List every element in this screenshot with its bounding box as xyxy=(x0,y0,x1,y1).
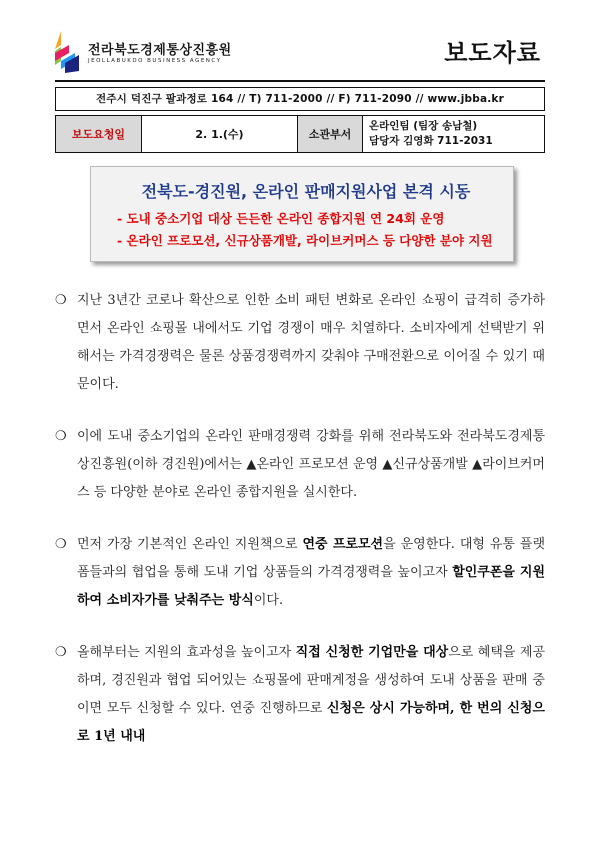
document-type-title: 보도자료 xyxy=(444,39,541,67)
circle-bullet-icon: ❍ xyxy=(55,645,67,660)
paragraph-text: 이에 도내 중소기업의 온라인 판매경쟁력 강화를 위해 전라북도와 전라북도경제통상진흥원(이하 경진원)에서는 ▲온라인 프로모션 운영 ▲신규상품개발 ▲라이브커머스 등 다양한 분야로 온라인 종합지원을 실시한다. xyxy=(77,429,545,500)
circle-bullet-icon: ❍ xyxy=(55,293,67,308)
agency-logo-icon xyxy=(55,31,85,73)
paragraph-text: 먼저 가장 기본적인 온라인 지원책으로 xyxy=(77,537,303,552)
agency-name-english: JEOLLABUKDO BUSINESS AGENCY xyxy=(88,58,222,64)
body-paragraph xyxy=(55,423,545,507)
agency-name: 전라북도경제통상진흥원 xyxy=(88,43,232,58)
department-info xyxy=(363,116,544,152)
page-header xyxy=(55,27,545,77)
paragraph-text: 지난 3년간 코로나 확산으로 인한 소비 패턴 변화로 온라인 쇼핑이 급격히 증가하면서 온라인 쇼핑몰 내에서도 기업 경쟁이 매우 치열하다. 소비자에게 선택받기 위해서는 가격경쟁력은 물론 상품경쟁력까지 갖춰야 구매전환으로 이어질 수 있기 때문이다. xyxy=(77,293,545,392)
headline-title: 전북도-경진원, 온라인 판매지원사업 본격 시동 xyxy=(141,182,471,201)
emphasized-text: 신청은 상시 가능하며, 한 번의 신청으로 1년 내내 xyxy=(77,701,545,744)
paragraph-text: 올해부터는 지원의 효과성을 높이고자 xyxy=(77,645,296,660)
paragraph-text: 이다. xyxy=(253,593,284,608)
contact-line: 전주시 덕진구 팔과정로 164 // T) 711-2000 // F) 711-2090 // www.jbba.kr xyxy=(55,87,545,111)
emphasized-text: 할인쿠폰을 지원하여 소비자가를 낮춰주는 방식 xyxy=(77,565,546,608)
circle-bullet-icon: ❍ xyxy=(55,537,67,552)
contact-person: 담당자 김영화 711-2031 xyxy=(369,135,493,147)
request-date-value: 2. 1.(수) xyxy=(142,116,298,152)
request-date-label: 보도요청일 xyxy=(56,116,142,152)
body-paragraph xyxy=(55,287,545,399)
department-value: 온라인팀 (팀장 송남철) xyxy=(369,120,478,132)
body-paragraph xyxy=(55,531,545,615)
paragraph-text: 으로 혜택을 제공하며, 경진원과 협업 되어있는 쇼핑몰에 판매계정을 생성하여 도내 상품을 판매 중이면 모두 신청할 수 있다. 연중 진행하므로 xyxy=(77,645,546,716)
department-label: 소관부서 xyxy=(298,116,363,152)
headline-subtitle: - 온라인 프로모션, 신규상품개발, 라이브커머스 등 다양한 분야 지원 xyxy=(117,233,493,248)
emphasized-text: 직접 신청한 기업만을 대상 xyxy=(295,645,449,660)
body-paragraph xyxy=(55,639,545,751)
headline-box xyxy=(90,166,514,262)
paragraph-text: 을 운영한다. 대형 유통 플랫폼들과의 협업을 통해 도내 기업 상품들의 가격경쟁력을 높이고자 xyxy=(77,537,545,580)
header-rule xyxy=(55,80,545,82)
headline-subtitle: - 도내 중소기업 대상 든든한 온라인 종합지원 연 24회 운영 xyxy=(117,211,445,226)
article-body xyxy=(55,287,545,775)
emphasized-text: 연중 프로모션 xyxy=(302,537,384,552)
circle-bullet-icon: ❍ xyxy=(55,429,67,444)
release-meta-table xyxy=(55,115,545,153)
